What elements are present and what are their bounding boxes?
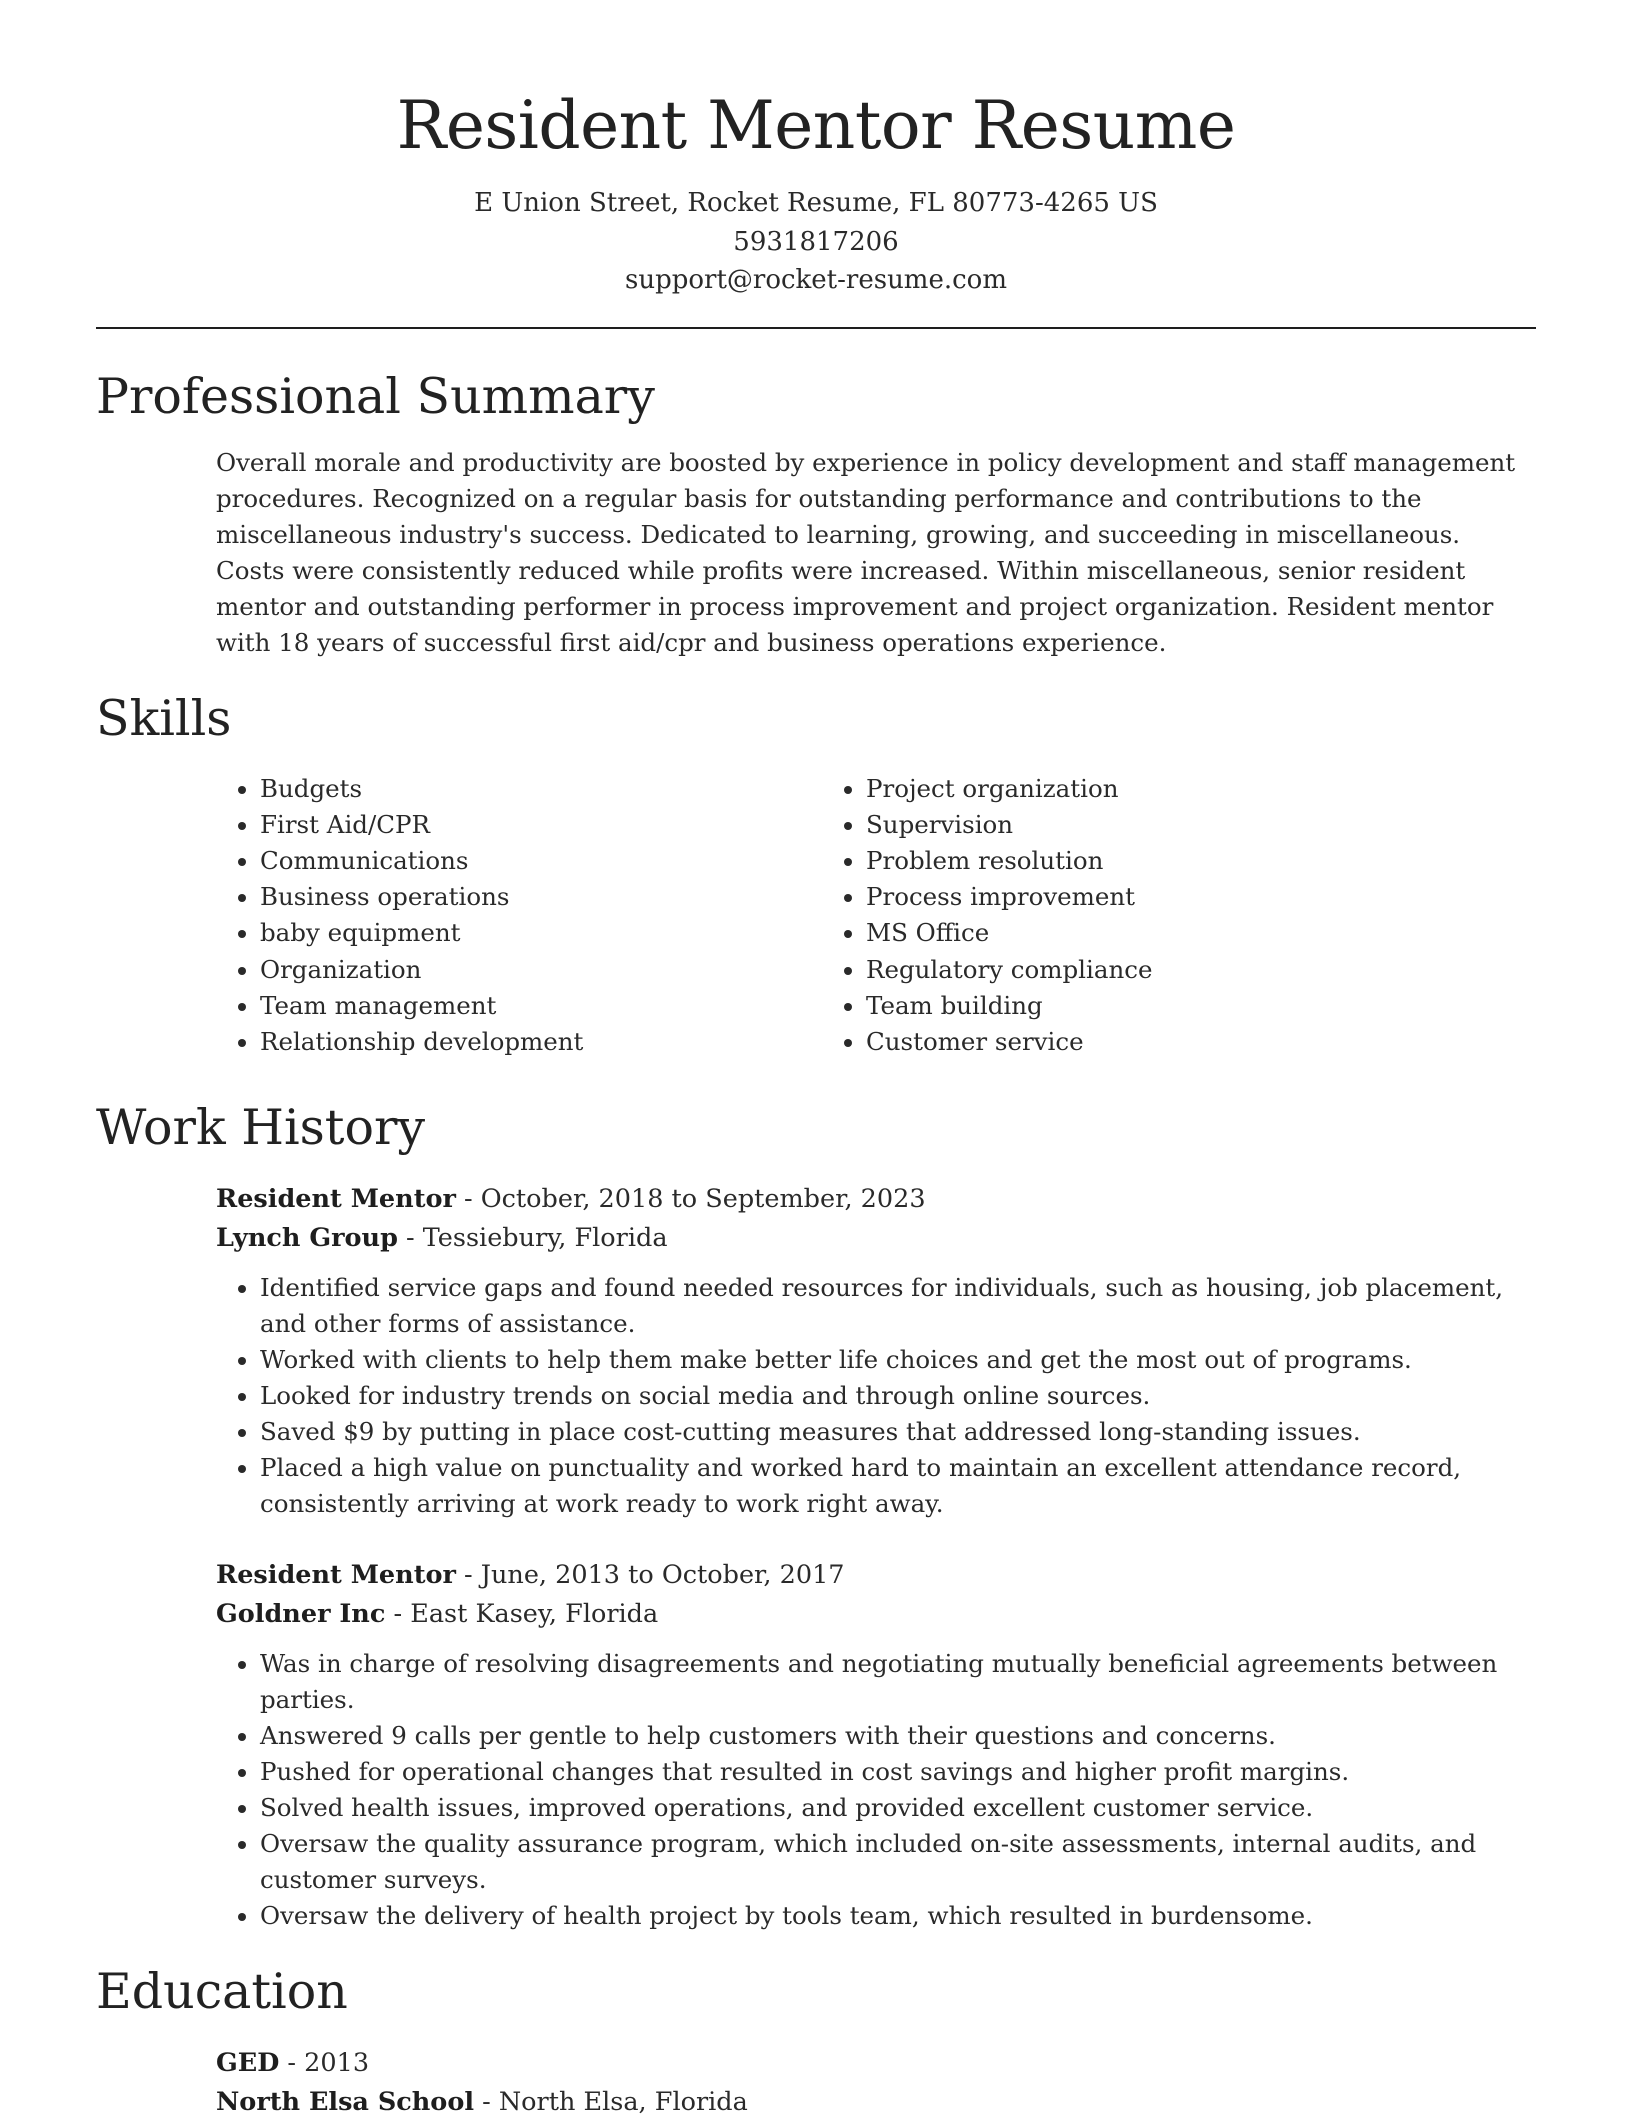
separator: - [455,1560,481,1591]
job-bullet: • Identified service gaps and found needed resources for individuals, such as housing, job placement, and other forms of assistance. [260,1270,1536,1342]
job-dates: October, 2018 to September, 2023 [480,1184,926,1215]
skill-item: • Business operations [260,879,822,915]
summary-section [96,367,1536,661]
skill-item: • Budgets [260,771,822,807]
job-title-line [216,1556,1536,1595]
job-entry [216,1556,1536,1934]
work-history-heading: Work History [96,1099,426,1157]
resume-page [96,0,1536,2122]
job-bullets [216,1646,1536,1934]
skills-list-right [822,771,1428,1061]
education-year: 2013 [304,2048,370,2079]
skill-item: • Supervision [866,807,1428,843]
education-section [96,1962,1536,2122]
header-divider [96,327,1536,329]
education-location: North Elsa, Florida [498,2087,748,2118]
job-bullet: • Oversaw the quality assurance program, which included on-site assessments, internal audits, and customer surveys. [260,1826,1536,1898]
separator: - [397,1223,423,1254]
contact-phone: 5931817206 [733,226,899,257]
job-company-line [216,1219,1536,1258]
skill-item: • Customer service [866,1024,1428,1060]
skill-item: • Process improvement [866,879,1428,915]
skill-item: • First Aid/CPR [260,807,822,843]
job-bullet: • Looked for industry trends on social media and through online sources. [260,1378,1536,1414]
job-bullet: • Answered 9 calls per gentle to help customers with their questions and concerns. [260,1718,1536,1754]
job-bullet: • Solved health issues, improved operations, and provided excellent customer service. [260,1790,1536,1826]
skill-item: • Problem resolution [866,843,1428,879]
skill-item: • Organization [260,952,822,988]
skill-item: • Team management [260,988,822,1024]
skills-list-left [216,771,822,1061]
skills-heading: Skills [96,689,232,747]
education-school: North Elsa School [216,2087,475,2118]
separator: - [279,2048,305,2079]
job-bullet: • Placed a high value on punctuality and worked hard to maintain an excellent attendance record, consistently arriving at work ready to work right away. [260,1450,1536,1522]
separator: - [455,1184,481,1215]
skills-section [96,689,1536,1061]
job-location: Tessiebury, Florida [422,1223,668,1254]
job-location: East Kasey, Florida [410,1599,659,1630]
resume-header [96,0,1536,300]
skill-item: • Regulatory compliance [866,952,1428,988]
skills-grid [216,771,1536,1061]
education-school-line [216,2083,1536,2122]
job-bullet: • Saved $9 by putting in place cost-cutting measures that addressed long-standing issues. [260,1414,1536,1450]
job-bullet: • Pushed for operational changes that resulted in cost savings and higher profit margins. [260,1754,1536,1790]
resume-title: Resident Mentor Resume [396,87,1236,164]
job-title: Resident Mentor [216,1560,456,1591]
skill-item: • Communications [260,843,822,879]
job-company: Goldner Inc [216,1599,386,1630]
contact-email: support@rocket-resume.com [624,265,1007,295]
education-entry [216,2044,1536,2122]
job-title: Resident Mentor [216,1184,456,1215]
summary-text: Overall morale and productivity are boosted by experience in policy development and staff management procedures. Recognized on a regular basis for outstanding performance and contributions to the miscellaneous industry's success. Dedicated to learning, growing, and succeeding in miscellaneous. Costs were consistently reduced while profits were increased. Within miscellaneous, senior resident mentor and outstanding performer in process improvement and project organization. Resident mentor with 18 years of successful first aid/cpr and business operations experience. [216,447,1516,657]
job-bullet: • Oversaw the delivery of health project by tools team, which resulted in burdensome. [260,1898,1536,1934]
job-dates: June, 2013 to October, 2017 [480,1560,845,1591]
job-company: Lynch Group [216,1223,398,1254]
work-history-section [96,1098,1536,1934]
education-heading: Education [96,1963,348,2021]
skill-item: • Project organization [866,771,1428,807]
contact-address: E Union Street, Rocket Resume, FL 80773-4265 US [474,188,1158,218]
skill-item: • MS Office [866,915,1428,951]
job-title-line [216,1180,1536,1219]
separator: - [385,1599,411,1630]
job-bullet: • Worked with clients to help them make better life choices and get the most out of programs. [260,1342,1536,1378]
education-degree: GED [216,2048,280,2079]
separator: - [474,2087,499,2118]
contact-info [96,184,1536,300]
skill-item: • Team building [866,988,1428,1024]
skill-item: • Relationship development [260,1024,822,1060]
education-degree-line [216,2044,1536,2083]
job-company-line [216,1595,1536,1634]
job-bullets [216,1270,1536,1522]
skill-item: • baby equipment [260,915,822,951]
summary-heading: Professional Summary [96,367,655,425]
job-bullet: • Was in charge of resolving disagreements and negotiating mutually beneficial agreements between parties. [260,1646,1536,1718]
job-entry [216,1180,1536,1522]
